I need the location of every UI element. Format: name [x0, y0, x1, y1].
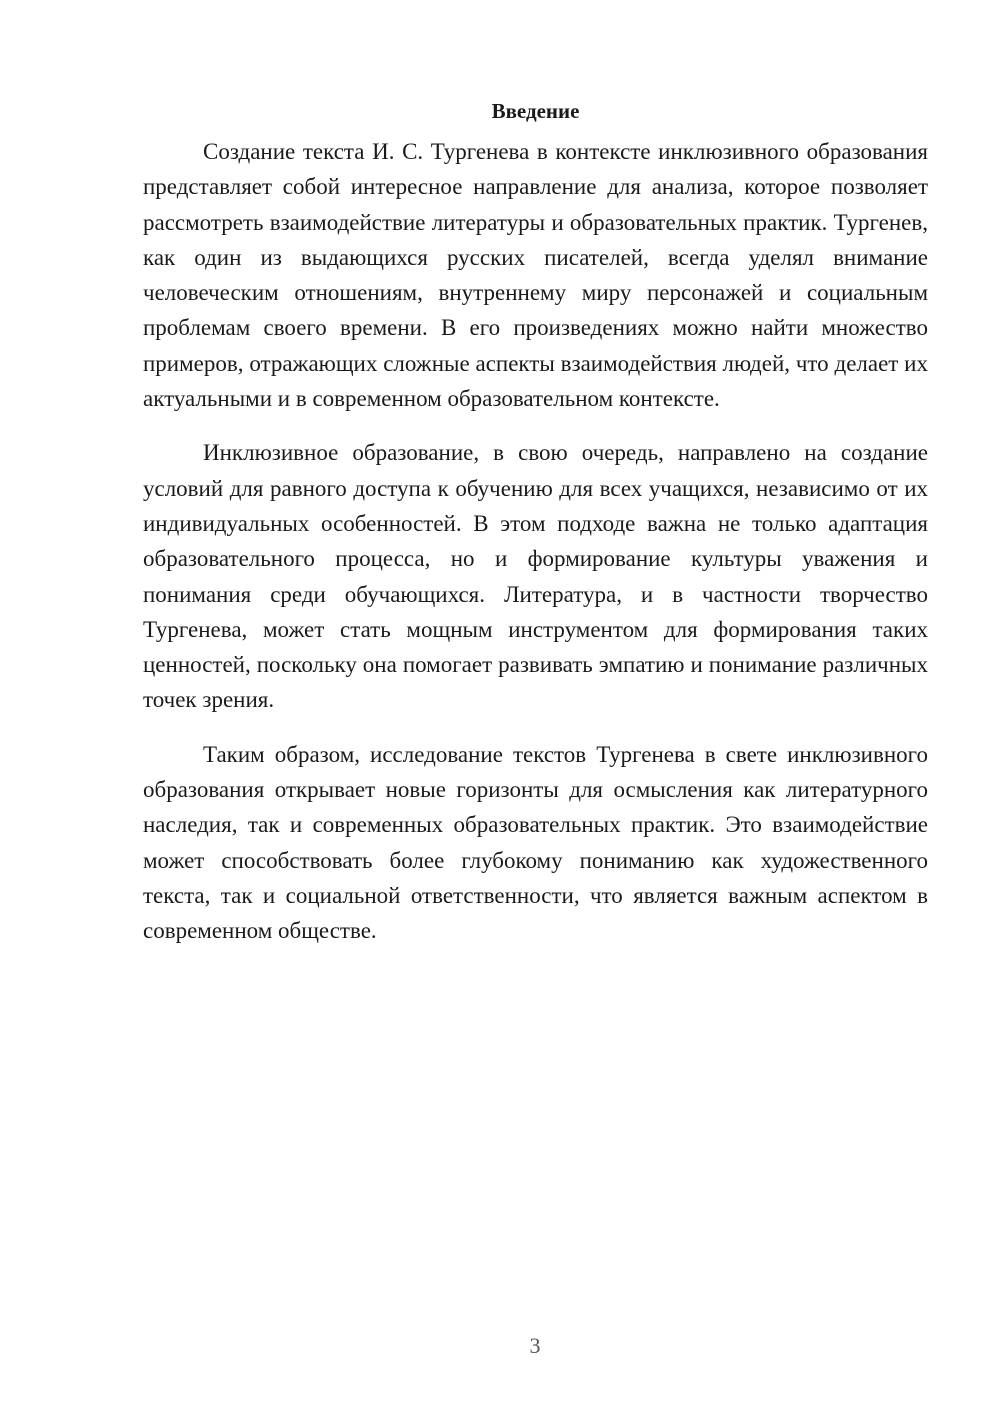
paragraph-1: Создание текста И. С. Тургенева в контексте инклюзивного образования представляет собой интересное направление для анализа, которое позволяет рассмотреть взаимодействие литературы и образовательных практик. Тургенев, как один из выдающихся русских писателей, всегда уделял внимание человеческим отношениям, внутреннему миру персонажей и социальным проблемам своего времени. В его произведениях можно найти множество примеров, отражающих сложные аспекты взаимодействия людей, что делает их актуальными и в современном образовательном контексте. [143, 139, 928, 412]
page-content [143, 96, 928, 968]
page-number: 3 [529, 1333, 541, 1358]
paragraph-3: Таким образом, исследование текстов Тургенева в свете инклюзивного образования открывает новые горизонты для осмысления как литературного наследия, так и современных образовательных практик. Это взаимодействие может способствовать более глубокому пониманию как художественного текста, так и социальной ответственности, что является важным аспектом в современном обществе. [143, 741, 928, 944]
paragraph-2: Инклюзивное образование, в свою очередь, направлено на создание условий для равного доступа к обучению для всех учащихся, независимо от их индивидуальных особенностей. В этом подходе важна не только адаптация образовательного процесса, но и формирование культуры уважения и понимания среди обучающихся. Литература, и в частности творчество Тургенева, может стать мощным инструментом для формирования таких ценностей, поскольку она помогает развивать эмпатию и понимание различных точек зрения. [143, 440, 928, 713]
section-heading: Введение [491, 99, 580, 123]
